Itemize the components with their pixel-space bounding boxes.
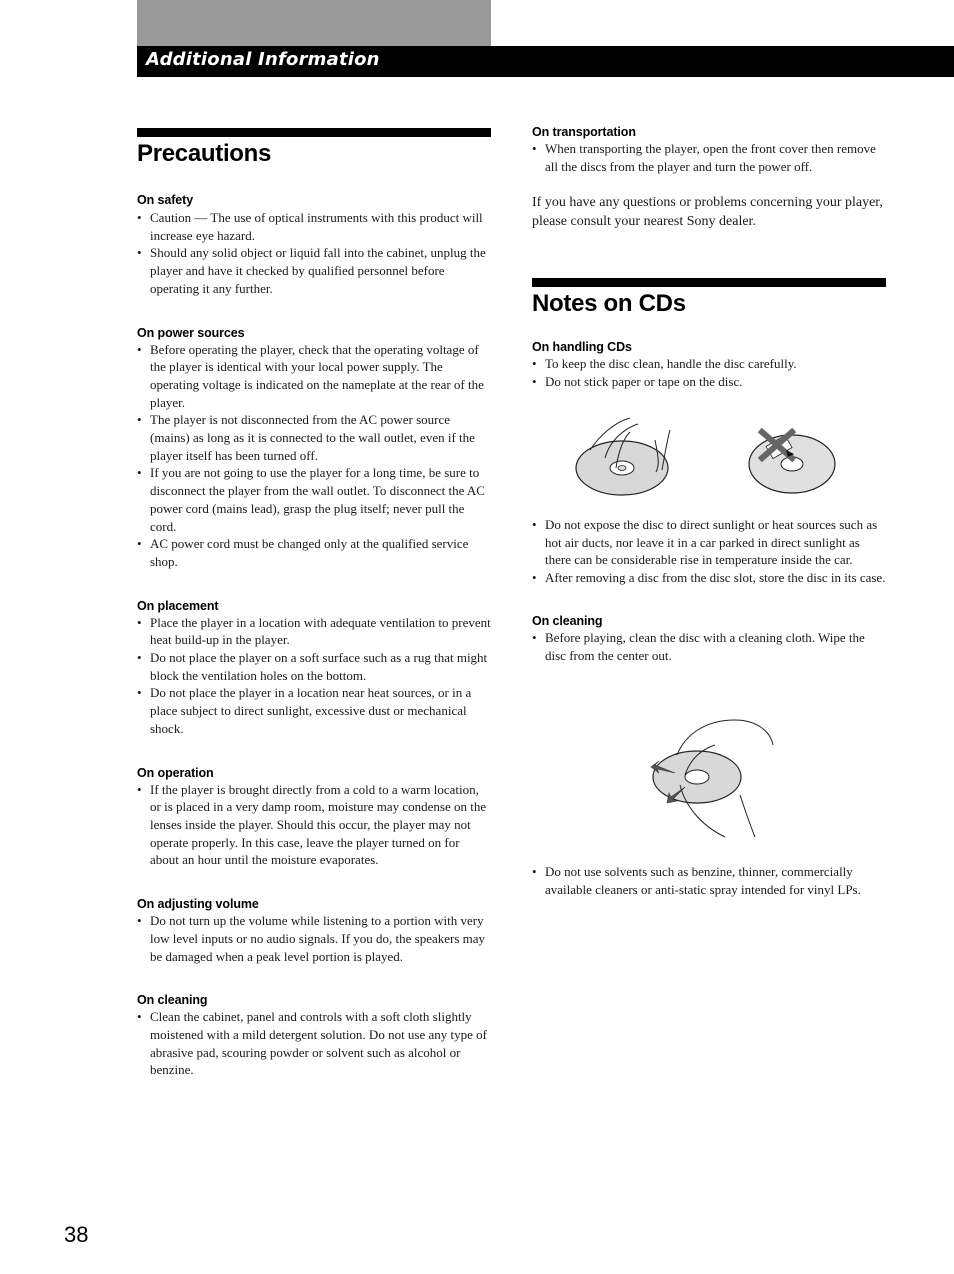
dealer-note: If you have any questions or problems concerning your player, please consult your nearest Sony dealer. <box>532 195 883 230</box>
section-heading: On transportation <box>532 125 636 139</box>
list-item: • If you are not going to use the player for a long time, be sure to disconnect the player from the wall outlet. To disconnect the AC power cord (mains lead), grasp the plug itself; never pull the cord. <box>137 464 491 535</box>
section-heading: On safety <box>137 193 194 207</box>
section-heading: On handling CDs <box>532 340 632 354</box>
title-rule <box>532 278 886 287</box>
notes-on-cds-title: Notes on CDs <box>532 290 686 317</box>
list-item: • If the player is brought directly from a cold to a warm location, or is placed in a very damp room, moisture may condense on the lenses inside the player. Should this occur, the player may not operate properly. In this case, leave the player turned on for about an hour until the moisture evaporates. <box>137 781 491 870</box>
list-item: • Do not place the player in a location near heat sources, or in a place subject to direct sunlight, excessive dust or mechanical shock. <box>137 684 491 737</box>
solvents-section <box>532 863 886 898</box>
volume-section <box>137 897 491 965</box>
notes-on-cds-section <box>532 278 886 390</box>
correct-handling-disc <box>576 418 670 495</box>
list-item: • Do not expose the disc to direct sunlight or heat sources such as hot air ducts, nor leave it in a car parked in direct sunlight as there can be considerable rise in temperature inside the car. <box>532 516 886 569</box>
incorrect-tape-disc <box>749 432 835 493</box>
list-item: • Clean the cabinet, panel and controls with a soft cloth slightly moistened with a mild detergent solution. Do not use any type of abrasive pad, scouring powder or solvent such as alcohol or benzine. <box>137 1008 491 1079</box>
list-item: • Place the player in a location with adequate ventilation to prevent heat build-up in the player. <box>137 614 491 649</box>
list-item: • Before playing, clean the disc with a cleaning cloth. Wipe the disc from the center out. <box>532 629 886 664</box>
list-item: • AC power cord must be changed only at the qualified service shop. <box>137 535 491 570</box>
section-heading: On cleaning <box>532 613 603 628</box>
page-number: 38 <box>64 1222 89 1247</box>
section-heading: On operation <box>137 765 214 780</box>
header-gray-tab <box>137 0 491 46</box>
list-item: • Do not use solvents such as benzine, thinner, commercially available cleaners or anti-static spray intended for vinyl LPs. <box>532 863 886 898</box>
list-item: • Do not place the player on a soft surface such as a rug that might block the ventilation holes on the bottom. <box>137 649 491 684</box>
disc-handling-figure <box>570 410 840 502</box>
transportation-section <box>532 125 886 231</box>
safety-section <box>137 193 491 298</box>
placement-section <box>137 599 491 738</box>
section-heading: On adjusting volume <box>137 897 259 912</box>
disc-cleaning-figure <box>645 715 780 840</box>
list-item: • Do not turn up the volume while listening to a portion with very low level inputs or no audio signals. If you do, the speakers may be damaged when a peak level portion is played. <box>137 912 491 965</box>
section-heading: On placement <box>137 598 219 613</box>
operation-section <box>137 766 491 870</box>
handling-section <box>532 340 886 390</box>
list-item: • After removing a disc from the disc slot, store the disc in its case. <box>532 569 886 587</box>
list-item: • When transporting the player, open the front cover then remove all the discs from the player and turn the power off. <box>532 140 886 175</box>
section-heading: On power sources <box>137 325 245 340</box>
disc-cleaning-section <box>532 614 886 664</box>
title-rule <box>137 128 491 137</box>
section-heading: On cleaning <box>137 993 208 1008</box>
precautions-column <box>137 128 491 1079</box>
handling-continued-section <box>532 516 886 664</box>
list-item: • To keep the disc clean, handle the disc carefully. <box>532 355 886 373</box>
list-item: • Should any solid object or liquid fall into the cabinet, unplug the player and have it checked by qualified personnel before operating it any further. <box>137 244 491 297</box>
list-item: • The player is not disconnected from the AC power source (mains) as long as it is connected to the wall outlet, even if the player itself has been turned off. <box>137 411 491 464</box>
list-item: • Caution — The use of optical instruments with this product will increase eye hazard. <box>137 209 491 244</box>
cabinet-cleaning-section <box>137 993 491 1079</box>
precautions-title: Precautions <box>137 140 272 167</box>
list-item: • Do not stick paper or tape on the disc. <box>532 373 886 391</box>
power-section <box>137 326 491 571</box>
list-item: • Before operating the player, check that the operating voltage of the player is identical with your local power supply. The operating voltage is indicated on the nameplate at the rear of the player. <box>137 341 491 412</box>
section-header-bar <box>137 46 954 77</box>
section-title: Additional Information <box>146 49 380 70</box>
